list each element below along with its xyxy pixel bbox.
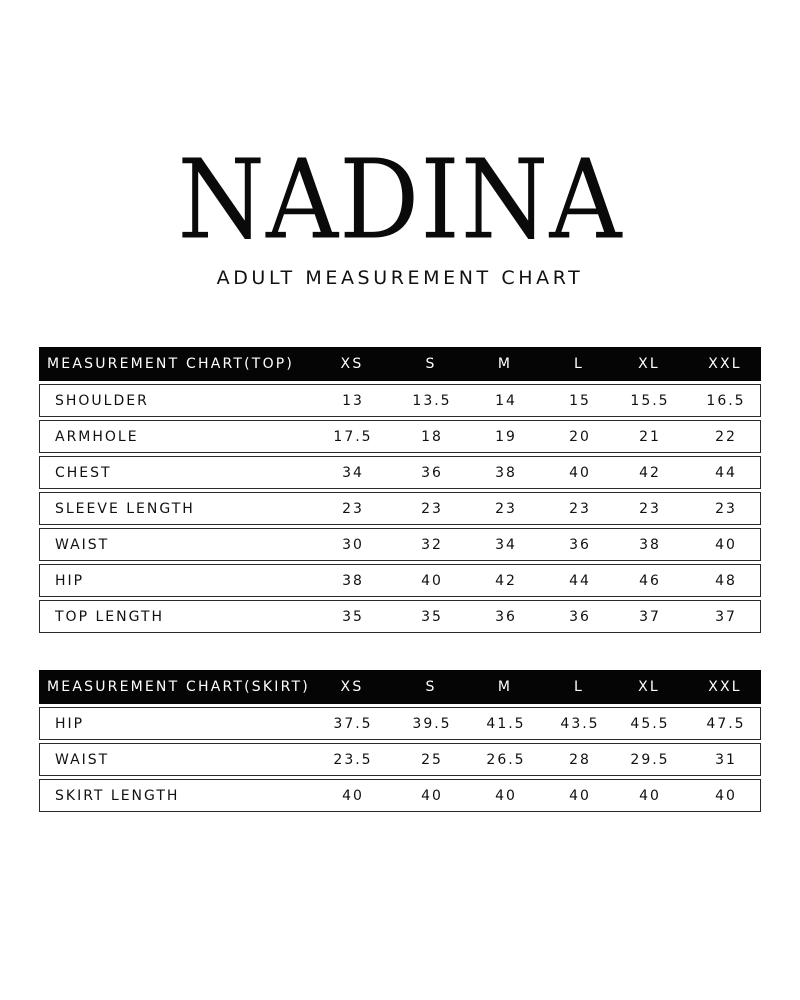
table-row	[39, 779, 761, 812]
table-title: MEASUREMENT CHART(TOP)	[47, 356, 295, 372]
cell-xxl: 23	[715, 500, 737, 517]
cell-xs: 13	[342, 392, 364, 409]
cell-s: 36	[421, 464, 443, 481]
row-label: TOP LENGTH	[55, 608, 165, 625]
cell-xs: 38	[342, 572, 364, 589]
cell-xs: 37.5	[333, 715, 373, 732]
cell-l: 20	[569, 428, 591, 445]
cell-l: 43.5	[560, 715, 600, 732]
cell-xl: 42	[639, 464, 661, 481]
table-row	[39, 564, 761, 597]
size-header-m: M	[497, 356, 513, 372]
row-label: HIP	[55, 715, 85, 732]
cell-s: 23	[421, 500, 443, 517]
cell-xl: 23	[639, 500, 661, 517]
cell-xxl: 48	[715, 572, 737, 589]
size-header-xs: XS	[340, 356, 364, 372]
table-row	[39, 707, 761, 740]
page-subtitle: ADULT MEASUREMENT CHART	[216, 267, 584, 289]
table-row	[39, 743, 761, 776]
skirt-measurement-table	[39, 670, 761, 812]
cell-l: 40	[569, 464, 591, 481]
row-label: WAIST	[55, 751, 110, 768]
cell-xxl: 16.5	[706, 392, 746, 409]
cell-s: 40	[421, 572, 443, 589]
row-label: HIP	[55, 572, 85, 589]
size-header-xs: XS	[340, 679, 364, 695]
size-header-xl: XL	[638, 356, 660, 372]
size-header-xl: XL	[638, 679, 660, 695]
table-header	[39, 347, 761, 381]
table-row	[39, 384, 761, 417]
cell-xs: 30	[342, 536, 364, 553]
cell-xs: 17.5	[333, 428, 373, 445]
cell-xs: 23	[342, 500, 364, 517]
top-measurement-table	[39, 347, 761, 633]
cell-xl: 21	[639, 428, 661, 445]
cell-s: 13.5	[412, 392, 452, 409]
cell-m: 42	[495, 572, 517, 589]
table-row	[39, 420, 761, 453]
cell-xxl: 40	[715, 787, 737, 804]
cell-xl: 37	[639, 608, 661, 625]
cell-xl: 40	[639, 787, 661, 804]
cell-l: 40	[569, 787, 591, 804]
row-label: SLEEVE LENGTH	[55, 500, 195, 517]
size-header-xxl: XXL	[708, 679, 742, 695]
cell-xs: 35	[342, 608, 364, 625]
cell-xs: 34	[342, 464, 364, 481]
cell-xs: 23.5	[333, 751, 373, 768]
cell-xl: 15.5	[630, 392, 670, 409]
row-label: SHOULDER	[55, 392, 149, 409]
cell-m: 38	[495, 464, 517, 481]
cell-xxl: 44	[715, 464, 737, 481]
cell-m: 36	[495, 608, 517, 625]
cell-xl: 46	[639, 572, 661, 589]
cell-m: 34	[495, 536, 517, 553]
cell-l: 36	[569, 608, 591, 625]
cell-xxl: 40	[715, 536, 737, 553]
cell-xl: 38	[639, 536, 661, 553]
cell-m: 40	[495, 787, 517, 804]
table-row	[39, 456, 761, 489]
cell-m: 14	[495, 392, 517, 409]
brand-logo: NADINA	[177, 135, 623, 264]
size-header-s: S	[425, 356, 437, 372]
cell-s: 32	[421, 536, 443, 553]
cell-xs: 40	[342, 787, 364, 804]
cell-s: 35	[421, 608, 443, 625]
cell-l: 28	[569, 751, 591, 768]
table-row	[39, 600, 761, 633]
cell-xxl: 47.5	[706, 715, 746, 732]
table-header	[39, 670, 761, 704]
table-title: MEASUREMENT CHART(SKIRT)	[47, 679, 310, 695]
cell-xxl: 31	[715, 751, 737, 768]
size-header-xxl: XXL	[708, 356, 742, 372]
cell-xxl: 37	[715, 608, 737, 625]
cell-m: 26.5	[486, 751, 526, 768]
size-header-l: L	[574, 356, 584, 372]
size-header-s: S	[425, 679, 437, 695]
cell-s: 39.5	[412, 715, 452, 732]
cell-s: 25	[421, 751, 443, 768]
cell-xxl: 22	[715, 428, 737, 445]
cell-m: 41.5	[486, 715, 526, 732]
cell-l: 23	[569, 500, 591, 517]
row-label: SKIRT LENGTH	[55, 787, 180, 804]
cell-xl: 29.5	[630, 751, 670, 768]
table-row	[39, 528, 761, 561]
size-header-l: L	[574, 679, 584, 695]
size-header-m: M	[497, 679, 513, 695]
cell-s: 40	[421, 787, 443, 804]
row-label: WAIST	[55, 536, 110, 553]
cell-xl: 45.5	[630, 715, 670, 732]
cell-s: 18	[421, 428, 443, 445]
cell-l: 44	[569, 572, 591, 589]
cell-l: 15	[569, 392, 591, 409]
row-label: CHEST	[55, 464, 112, 481]
cell-l: 36	[569, 536, 591, 553]
row-label: ARMHOLE	[55, 428, 139, 445]
table-row	[39, 492, 761, 525]
cell-m: 23	[495, 500, 517, 517]
cell-m: 19	[495, 428, 517, 445]
